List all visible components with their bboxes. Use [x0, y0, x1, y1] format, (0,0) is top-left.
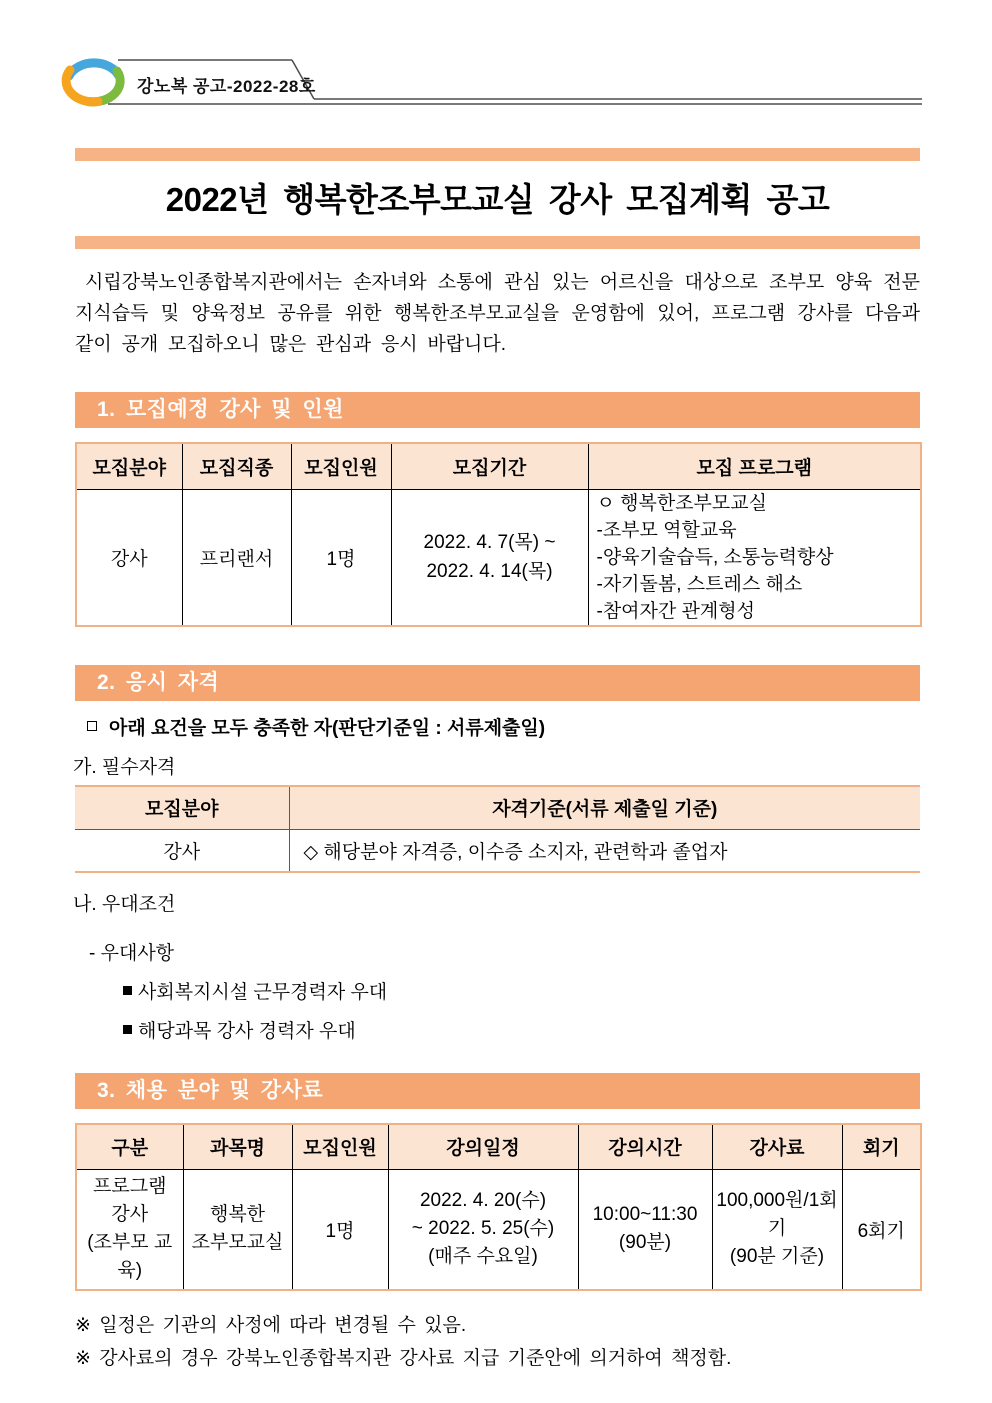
col-header-jobtype: 모집직종: [182, 443, 291, 489]
sub-label-required: 가. 필수자격: [73, 756, 176, 778]
section1-heading: 1. 모집예정 강사 및 인원: [75, 392, 920, 428]
filled-square-bullet-icon: [123, 986, 132, 995]
cell-category: 프로그램 강사 (조부모 교육): [76, 1170, 183, 1290]
col-header-fee: 강사료: [712, 1124, 842, 1170]
col-header-criteria: 자격기준(서류 제출일 기준): [289, 786, 920, 830]
footnotes: [75, 1309, 920, 1375]
cell-subject: 행복한 조부모교실: [183, 1170, 292, 1290]
page-header: [0, 0, 992, 112]
table-row: [76, 1170, 921, 1290]
requirement-note-text: 아래 요건을 모두 충족한 자(판단기준일 : 서류제출일): [109, 717, 546, 739]
section3-heading: 3. 채용 분야 및 강사료: [75, 1073, 920, 1109]
col-header-schedule: 강의일정: [388, 1124, 578, 1170]
cell-jobtype: 프리랜서: [182, 489, 291, 626]
cell-period: 2022. 4. 7(목) ~ 2022. 4. 14(목): [391, 489, 588, 626]
col-header-program: 모집 프로그램: [588, 443, 921, 489]
requirement-note: [87, 713, 920, 740]
footnote: ※ 일정은 기관의 사정에 따라 변경될 수 있음.: [75, 1314, 467, 1336]
preference-item-text: 사회복지시설 근무경력자 우대: [138, 981, 388, 1003]
col-header-field: 모집분야: [75, 786, 289, 830]
table-row: [75, 830, 920, 872]
cell-program: ㅇ 행복한조부모교실 -조부모 역할교육 -양육기술습득, 소통능력향상 -자기돌봄, 스트레스 해소 -참여자간 관계형성: [588, 489, 921, 626]
hollow-square-bullet-icon: [87, 721, 97, 731]
footnote: ※ 강사료의 경우 강북노인종합복지관 강사료 지급 기준안에 의거하여 책정함.: [75, 1347, 732, 1369]
sub-label-preference: 나. 우대조건: [73, 893, 176, 915]
cell-sessions: 6회기: [842, 1170, 921, 1290]
document-number: 강노복 공고-2022-28호: [137, 77, 316, 96]
intro-paragraph: 시립강북노인종합복지관에서는 손자녀와 소통에 관심 있는 어르신을 대상으로 조부모 양육 전문 지식습득 및 양육정보 공유를 위한 행복한조부모교실을 운영함에 있어, 프로그램 강사를 다음과 같이 공개 모집하오니 많은 관심과 응시 바랍니다.: [75, 272, 920, 355]
table-row: [76, 489, 921, 626]
table-header-row: [76, 443, 921, 489]
cell-schedule: 2022. 4. 20(수) ~ 2022. 5. 25(수) (매주 수요일): [388, 1170, 578, 1290]
list-item: [123, 1016, 920, 1043]
col-header-sessions: 회기: [842, 1124, 921, 1170]
list-item: [123, 977, 920, 1004]
cell-fee: 100,000원/1회기 (90분 기준): [712, 1170, 842, 1290]
title-top-bar: [75, 148, 920, 161]
cell-field: 강사: [75, 830, 289, 872]
col-header-count: 모집인원: [292, 1124, 388, 1170]
recruitment-table: [75, 442, 922, 627]
col-header-field: 모집분야: [76, 443, 182, 489]
cell-time: 10:00~11:30 (90분): [578, 1170, 712, 1290]
table-header-row: [75, 786, 920, 830]
table-header-row: [76, 1124, 921, 1170]
page-title: 2022년 행복한조부모교실 강사 모집계획 공고: [165, 181, 830, 218]
col-header-period: 모집기간: [391, 443, 588, 489]
qualification-table: [75, 785, 920, 873]
fee-table: [75, 1123, 922, 1291]
title-bottom-bar: [75, 236, 920, 249]
title-block: [75, 148, 920, 249]
preference-title: - 우대사항: [89, 942, 175, 964]
col-header-time: 강의시간: [578, 1124, 712, 1170]
cell-field: 강사: [76, 489, 182, 626]
welfare-center-logo-icon: [58, 52, 128, 110]
col-header-category: 구분: [76, 1124, 183, 1170]
filled-square-bullet-icon: [123, 1025, 132, 1034]
col-header-subject: 과목명: [183, 1124, 292, 1170]
cell-count: 1명: [291, 489, 391, 626]
section2-heading: 2. 응시 자격: [75, 665, 920, 701]
cell-count: 1명: [292, 1170, 388, 1290]
cell-criteria: ◇ 해당분야 자격증, 이수증 소지자, 관련학과 졸업자: [289, 830, 920, 872]
col-header-count: 모집인원: [291, 443, 391, 489]
preference-item-text: 해당과목 강사 경력자 우대: [138, 1020, 356, 1042]
